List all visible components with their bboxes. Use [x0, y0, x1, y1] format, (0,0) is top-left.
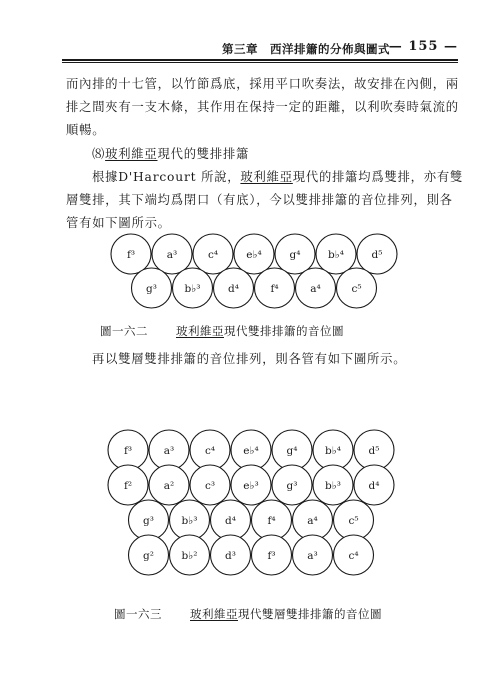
- pipe-note-label: f³: [267, 550, 276, 562]
- figure2-pipe-r3-c2: [170, 500, 210, 540]
- para2-text-a: 根據D'Harcourt 所說，: [92, 170, 241, 184]
- figure2-pipe-r2-c1: [108, 465, 148, 505]
- figure1-place-name: 玻利維亞: [176, 324, 224, 338]
- figure2-pipe-r2-c4: [231, 465, 271, 505]
- body-line-2: 排之間夾有一支木條，其作用在保持一定的距離，以利吹奏時氣流的: [66, 100, 459, 114]
- figure1-caption: [100, 323, 344, 339]
- pipe-note-label: c³: [204, 480, 216, 492]
- figure2-caption-text: 現代雙層雙排排簫的音位圖: [238, 607, 382, 621]
- para2-line-3: 管有如下圖所示。: [66, 216, 171, 230]
- pipe-note-label: g³: [286, 480, 298, 492]
- para2-line-2: 層雙排，其下端均爲閉口（有底），今以雙排排簫的音位排列，則各: [66, 193, 453, 207]
- pipe-note-label: d⁵: [368, 445, 380, 457]
- figure1-pipe-r1-c2: [152, 234, 192, 274]
- figure2-pipe-r4-c2: [170, 535, 210, 575]
- figure1-pipe-r1-c4: [234, 234, 274, 274]
- figure1-caption-text: 現代雙排排簫的音位圖: [224, 324, 344, 338]
- pipe-note-label: d⁵: [371, 249, 383, 261]
- figure1-pipe-r2-c3: [214, 268, 254, 308]
- pipe-note-label: c⁴: [204, 445, 216, 457]
- pipe-note-label: e♭³: [243, 480, 259, 492]
- figure2-place-name: 玻利維亞: [190, 607, 238, 621]
- figure2-pipe-r1-c1: [108, 430, 148, 470]
- figure2-pipe-r4-c3: [211, 535, 251, 575]
- pipe-note-label: a²: [163, 480, 175, 492]
- pipe-note-label: b♭³: [325, 480, 341, 492]
- figure2-number: 圖一六三: [114, 607, 162, 621]
- pipe-note-label: f³: [123, 445, 133, 457]
- figure1-pipe-r2-c1: [132, 268, 172, 308]
- para3-line: 再以雙層雙排排簫的音位排列，則各管有如下圖所示。: [92, 352, 407, 366]
- figure2-pipe-r3-c6: [334, 500, 374, 540]
- figure2-pipe-r3-c3: [211, 500, 251, 540]
- pipe-note-label: g⁴: [286, 445, 298, 457]
- figure1-pipe-r1-c3: [193, 234, 233, 274]
- figure2-pipe-r1-c4: [231, 430, 271, 470]
- page-number: — 155 —: [388, 39, 458, 54]
- figure2-pipe-r2-c2: [149, 465, 189, 505]
- figure2-pipe-r2-c6: [313, 465, 353, 505]
- pipe-note-label: g³: [146, 283, 157, 295]
- figure2-pipe-r3-c4: [252, 500, 292, 540]
- pipe-note-label: d³: [225, 550, 236, 562]
- pipe-note-label: b♭³: [184, 283, 201, 295]
- figure1-pipe-r2-c2: [173, 268, 213, 308]
- figure1-pipe-r1-c1: [111, 234, 151, 274]
- figure2-pipe-r1-c7: [354, 430, 394, 470]
- pipe-note-label: b♭²: [181, 550, 198, 562]
- pipe-note-label: f²: [123, 480, 133, 492]
- pipe-note-label: f⁴: [267, 515, 276, 527]
- pipe-note-label: a³: [163, 445, 175, 457]
- body-line-1: 而內排的十七管，以竹節爲底，採用平口吹奏法，故安排在內側，兩: [66, 77, 459, 91]
- para2-place-name: 玻利維亞: [240, 170, 293, 184]
- section-title: 現代的雙排排簫: [157, 147, 250, 161]
- pipe-note-label: c⁴: [207, 249, 219, 261]
- figure2-pipe-r3-c1: [129, 500, 169, 540]
- figure2-pipe-r2-c3: [190, 465, 230, 505]
- pipe-note-label: d⁴: [228, 283, 239, 295]
- figure2-caption: [114, 606, 382, 622]
- figure2-pipe-r3-c5: [293, 500, 333, 540]
- pipe-note-label: c⁵: [348, 515, 359, 527]
- pipe-note-label: e♭⁴: [243, 445, 259, 457]
- figure2-pipe-r4-c5: [293, 535, 333, 575]
- figure2-pipe-r2-c7: [354, 465, 394, 505]
- figure1-number: 圖一六二: [100, 324, 148, 338]
- figure2-pipe-r1-c5: [272, 430, 312, 470]
- figure2-pipe-r1-c6: [313, 430, 353, 470]
- pipe-note-label: d⁴: [225, 515, 236, 527]
- pipe-note-label: e♭⁴: [246, 249, 262, 261]
- figure1-pipe-r2-c5: [296, 268, 336, 308]
- pipe-note-label: a³: [166, 249, 178, 261]
- chapter-title: 第三章 西洋排簫的分佈與圖式: [222, 42, 390, 56]
- figure1-pipe-r2-c6: [337, 268, 377, 308]
- pipe-note-label: b♭⁴: [328, 249, 344, 261]
- pipe-note-label: g³: [143, 515, 154, 527]
- figure1-pipe-r1-c7: [357, 234, 397, 274]
- pipe-note-label: d⁴: [368, 480, 380, 492]
- body-line-3: 順暢。: [66, 123, 106, 137]
- pipe-note-label: f⁴: [270, 283, 279, 295]
- para2-text-c: 現代的排簫均爲雙排，亦有雙: [292, 170, 464, 184]
- pipe-note-label: c⁵: [351, 283, 362, 295]
- figure2-pipe-r2-c5: [272, 465, 312, 505]
- figure2-pipe-r4-c6: [334, 535, 374, 575]
- pipe-note-label: f³: [126, 249, 136, 261]
- figure2-pipe-r4-c1: [129, 535, 169, 575]
- figure2-pipe-r1-c3: [190, 430, 230, 470]
- figure2-pipe-r4-c4: [252, 535, 292, 575]
- pipe-note-label: a³: [307, 550, 318, 562]
- section-place-name: 玻利維亞: [105, 147, 158, 161]
- figure1-pipe-r1-c5: [275, 234, 315, 274]
- pipe-note-label: b♭⁴: [325, 445, 341, 457]
- pipe-note-label: c⁴: [348, 550, 359, 562]
- pipe-note-label: b♭³: [181, 515, 198, 527]
- figure1-pipe-r2-c4: [255, 268, 295, 308]
- section-number: ⑻: [92, 147, 106, 161]
- figure1-pipe-r1-c6: [316, 234, 356, 274]
- pipe-note-label: a⁴: [307, 515, 318, 527]
- pipe-note-label: g⁴: [289, 249, 301, 261]
- pipe-note-label: g²: [143, 550, 154, 562]
- pipe-note-label: a⁴: [310, 283, 321, 295]
- figure2-pipe-r1-c2: [149, 430, 189, 470]
